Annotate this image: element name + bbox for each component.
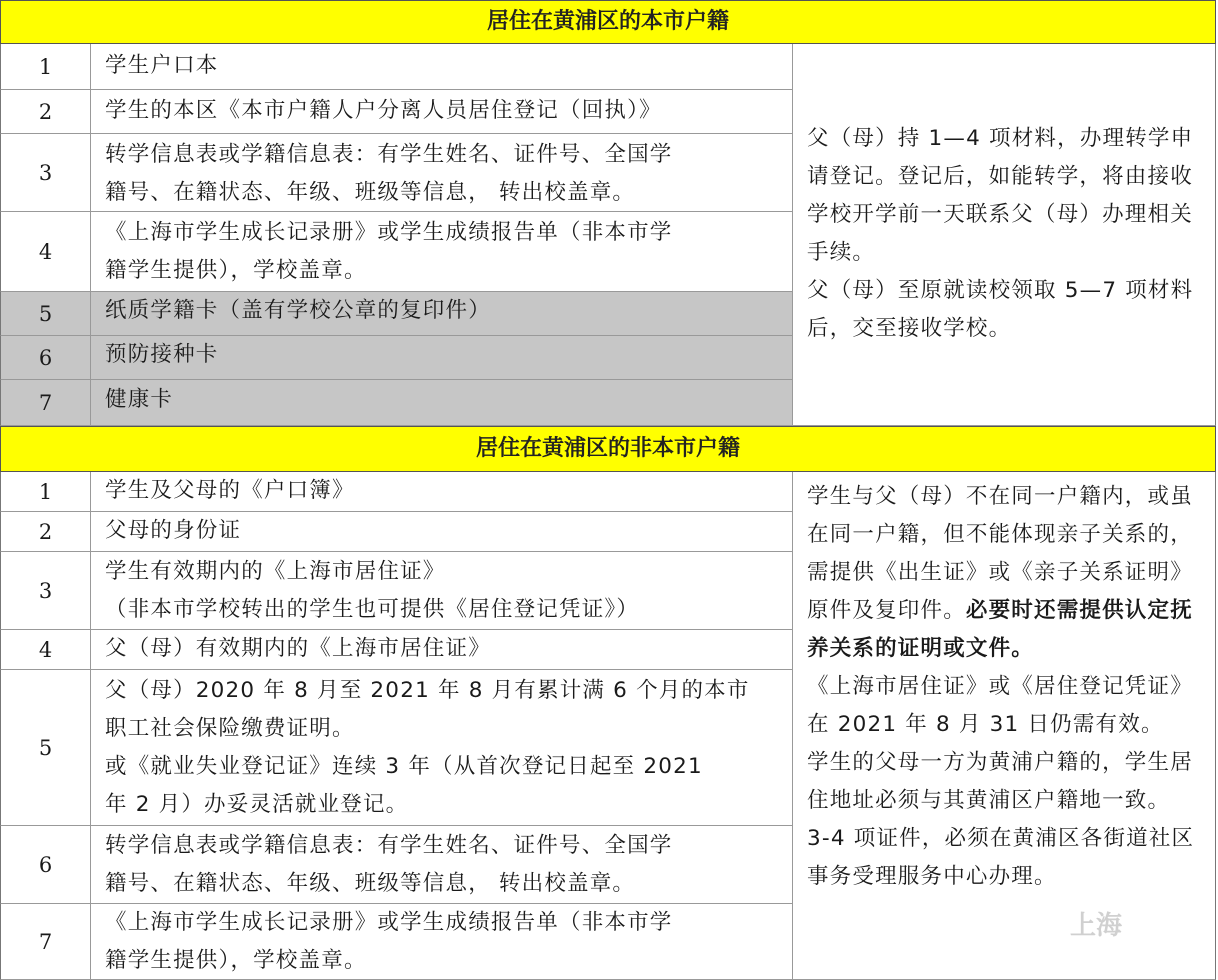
row-number: 5 (1, 670, 91, 825)
section2-note-paragraph (807, 478, 1205, 668)
table-row (0, 904, 792, 980)
table-row (0, 336, 792, 380)
row-number: 5 (1, 292, 91, 335)
row-text: 学生有效期内的《上海市居住证》 （非本市学校转出的学生也可提供《居住登记凭证》） (105, 559, 640, 622)
table-row (0, 212, 792, 292)
row-number: 7 (1, 904, 91, 979)
row-text: 预防接种卡 (105, 342, 219, 367)
row-number: 2 (1, 90, 91, 133)
section2-title: 居住在黄浦区的非本市户籍 (475, 436, 740, 461)
table-row (0, 380, 792, 426)
section2-note-text: 学生与父（母）不在同一户籍内，或虽在同一户籍，但不能体现亲子关系的，需提供《出生证》或《亲子关系证明》原件及复印件。 (807, 484, 1193, 623)
table-row (0, 512, 792, 552)
table-row (0, 44, 792, 90)
section2-note-paragraph: 学生的父母一方为黄浦户籍的，学生居住地址必须与其黄浦区户籍地一致。 (807, 750, 1193, 813)
table-row (0, 552, 792, 630)
table-row (0, 472, 792, 512)
table-row (0, 90, 792, 134)
section1-header (0, 0, 1216, 44)
row-text: 《上海市学生成长记录册》或学生成绩报告单（非本市学 籍学生提供），学校盖章。 (105, 910, 673, 973)
table-row (0, 670, 792, 826)
row-text: 学生户口本 (105, 53, 219, 78)
section1-note-paragraph: 父（母）持 1—4 项材料，办理转学申请登记。登记后，如能转学，将由接收学校开学前一天联系父（母）办理相关手续。 (807, 126, 1194, 265)
section2-header (0, 426, 1216, 472)
row-text: 转学信息表或学籍信息表：有学生姓名、证件号、全国学 籍号、在籍状态、年级、班级等信息， 转出校盖章。 (105, 142, 673, 205)
section1-note (792, 44, 1216, 426)
table-row (0, 630, 792, 670)
section1-title: 居住在黄浦区的本市户籍 (486, 9, 729, 34)
section1-note-paragraph: 父（母）至原就读校领取 5—7 项材料后，交至接收学校。 (807, 278, 1194, 341)
row-text: 健康卡 (105, 387, 174, 412)
row-number: 1 (1, 472, 91, 511)
section2-note-bold-text: 必要时还需提供认定抚养关系的证明或文件。 (807, 598, 1193, 661)
row-number: 2 (1, 512, 91, 551)
watermark: 上海 (1070, 911, 1123, 941)
row-number: 4 (1, 212, 91, 291)
row-number: 3 (1, 552, 91, 629)
row-text: 转学信息表或学籍信息表：有学生姓名、证件号、全国学 籍号、在籍状态、年级、班级等信息， 转出校盖章。 (105, 833, 673, 896)
table-row (0, 826, 792, 904)
row-text: 父（母）有效期内的《上海市居住证》 (105, 636, 491, 661)
row-number: 1 (1, 44, 91, 89)
row-number: 7 (1, 380, 91, 425)
row-text: 纸质学籍卡（盖有学校公章的复印件） (105, 298, 491, 323)
row-text: 《上海市学生成长记录册》或学生成绩报告单（非本市学 籍学生提供），学校盖章。 (105, 220, 673, 283)
row-number: 4 (1, 630, 91, 669)
row-text: 父母的身份证 (105, 518, 242, 543)
table-row (0, 134, 792, 212)
row-text: 学生的本区《本市户籍人户分离人员居住登记（回执）》 (105, 98, 662, 123)
row-number: 6 (1, 336, 91, 379)
row-number: 6 (1, 826, 91, 903)
row-text: 父（母）2020 年 8 月至 2021 年 8 月有累计满 6 个月的本市 职工社会保险缴费证明。 或《就业失业登记证》连续 3 年（从首次登记日起至 2021 年 2 月）办妥灵活就业登记。 (105, 678, 750, 817)
row-text: 学生及父母的《户口簿》 (105, 478, 355, 503)
section2-note (792, 472, 1216, 980)
section2-note-paragraph: 《上海市居住证》或《居住登记凭证》在 2021 年 8 月 31 日仍需有效。 (807, 674, 1193, 737)
row-number: 3 (1, 134, 91, 211)
section2-note-paragraph: 3-4 项证件，必须在黄浦区各街道社区事务受理服务中心办理。 (807, 826, 1195, 889)
table-row (0, 292, 792, 336)
